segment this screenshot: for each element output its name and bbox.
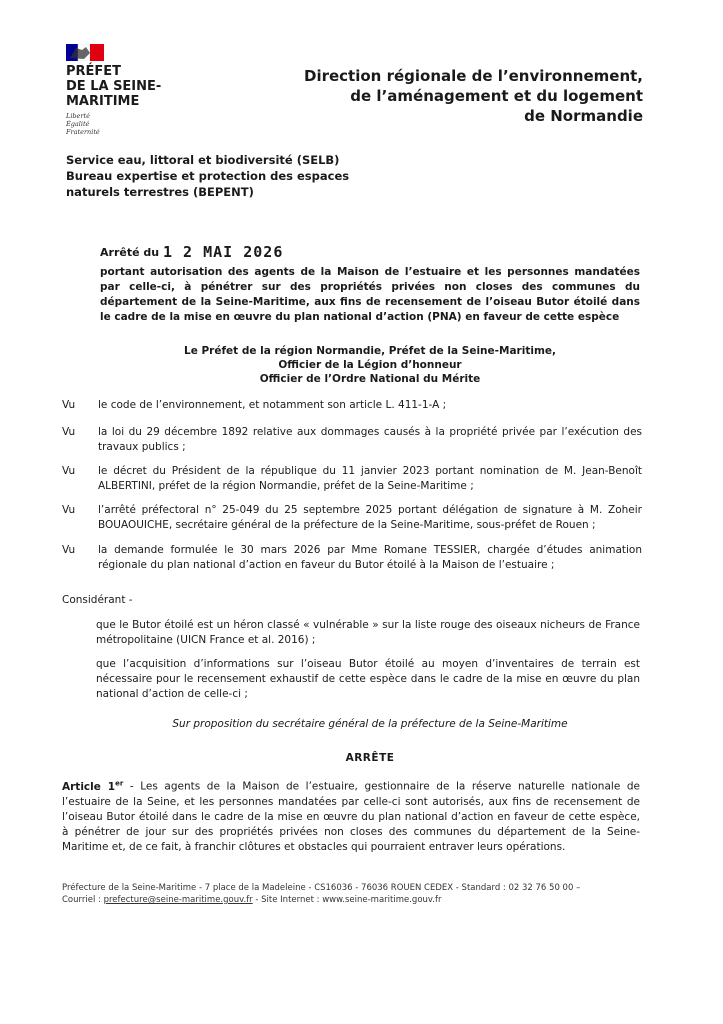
prefet-line: DE LA SEINE- [66,79,162,94]
footer [62,882,662,906]
site-label: - Site Internet : [252,895,323,905]
article-text: - Les agents de la Maison de l’estuaire, gestionnaire de la réserve naturelle nationale de l’estuaire de la Seine, et les personnes mandatées par celle-ci sont autorisés, aux fins de recensement de l’oiseau Butor étoilé dans le cadre de la mise en œuvre du plan national d’action en faveur de cette espèce, à pénétrer de jour sur des propriétés privées non closes des communes du département de la Seine-Maritime et, de ce fait, à franchir clôtures et obstacles qui pourraient entraver leurs opérations. [62,780,640,853]
article-label-text: Article 1 [62,780,116,793]
arrete-heading: ARRÊTE [345,752,395,764]
vu-text: le décret du Président de la république du 11 janvier 2023 portant nomination de M. Jean-Benoît ALBERTINI, préfet de la région Normandie, préfet de la Seine-Maritime ; [98,465,642,492]
prefect-line: Officier de la Légion d’honneur [278,359,462,371]
vu-item [62,464,642,494]
prefect-title [80,344,660,386]
vu-item [62,503,642,533]
devise-line: Liberté [66,112,90,120]
email-link[interactable]: prefecture@seine-maritime.gouv.fr [103,895,253,905]
prefect-line: Le Préfet de la région Normandie, Préfet de la Seine-Maritime, [184,345,556,357]
vu-text: le code de l’environnement, et notamment son article L. 411-1-A ; [98,399,447,411]
vu-item [62,425,642,455]
website-link[interactable]: www.seine-maritime.gouv.fr [322,895,442,905]
considerant-item: que le Butor étoilé est un héron classé « vulnérable » sur la liste rouge des oiseaux nicheurs de France métropolitaine (UICN France et al. 2016) ; [96,619,640,646]
service-line: Bureau expertise et protection des espaces [66,169,350,183]
proposition: Sur proposition du secrétaire général de la préfecture de la Seine-Maritime [172,718,568,730]
marianne-logo-icon [66,44,104,61]
devise [66,112,100,136]
article-1 [62,776,640,855]
prefet-line: MARITIME [66,94,140,109]
considerant-item: que l’acquisition d’informations sur l’oiseau Butor étoilé au moyen d’inventaires de terrain est nécessaire pour le recensement exhaustif de cette espèce dans le cadre de la mise en œuvre du plan national d’action de celle-ci ; [96,658,640,700]
arrete-label: Arrêté du [100,246,160,259]
prefet-name [66,64,161,109]
footer-address: Préfecture de la Seine-Maritime - 7 place de la Madeleine - CS16036 - 76036 ROUEN CEDEX - Standard : 02 32 76 50 00 – [62,883,581,893]
vu-label: Vu [62,426,76,438]
vu-item [62,398,642,413]
devise-line: Égalité [66,120,90,128]
arrete-subject: portant autorisation des agents de la Maison de l’estuaire et les personnes mandatées par celle-ci, à pénétrer sur des propriétés privées non closes des communes du département de la Seine-Maritime, aux fins de recensement de l’oiseau Butor étoilé dans le cadre de la mise en œuvre du plan national d’action (PNA) en faveur de cette espèce [100,266,640,323]
vu-text: l’arrêté préfectoral n° 25-049 du 25 septembre 2025 portant délégation de signature à M. Zoheir BOUAOUICHE, secrétaire général de la préfecture de la Seine-Maritime, sous-préfet de Rouen ; [98,504,642,531]
footer-contact [62,894,662,906]
devise-line: Fraternité [66,128,100,136]
service-line: naturels terrestres (BEPENT) [66,185,254,199]
vu-item [62,543,642,573]
prefect-line: Officier de l’Ordre National du Mérite [259,373,481,385]
vu-label: Vu [62,399,76,411]
direction-line: de l’aménagement et du logement [350,87,643,105]
vu-label: Vu [62,504,76,516]
courriel-label: Courriel : [62,895,104,905]
considerant-label: Considérant - [62,594,133,606]
direction-title [303,66,643,126]
vu-text: la demande formulée le 30 mars 2026 par Mme Romane TESSIER, chargée d’études animation régionale du plan national d’action en faveur du Butor étoilé à la Maison de l’estuaire ; [98,544,642,571]
service-line: Service eau, littoral et biodiversité (SELB) [66,153,340,167]
vu-label: Vu [62,465,76,477]
article-label [62,781,123,793]
date-stamp: 1 2 MAI 2026 [163,243,284,261]
vu-text: la loi du 29 décembre 1892 relative aux dommages causés à la propriété privée par l’exécution des travaux publics ; [98,426,642,453]
service-block [66,152,349,200]
direction-line: Direction régionale de l’environnement, [304,67,643,85]
vu-label: Vu [62,544,76,556]
article-label-sup: er [115,779,124,787]
direction-line: de Normandie [524,107,643,125]
prefet-line: PRÉFET [66,64,122,79]
